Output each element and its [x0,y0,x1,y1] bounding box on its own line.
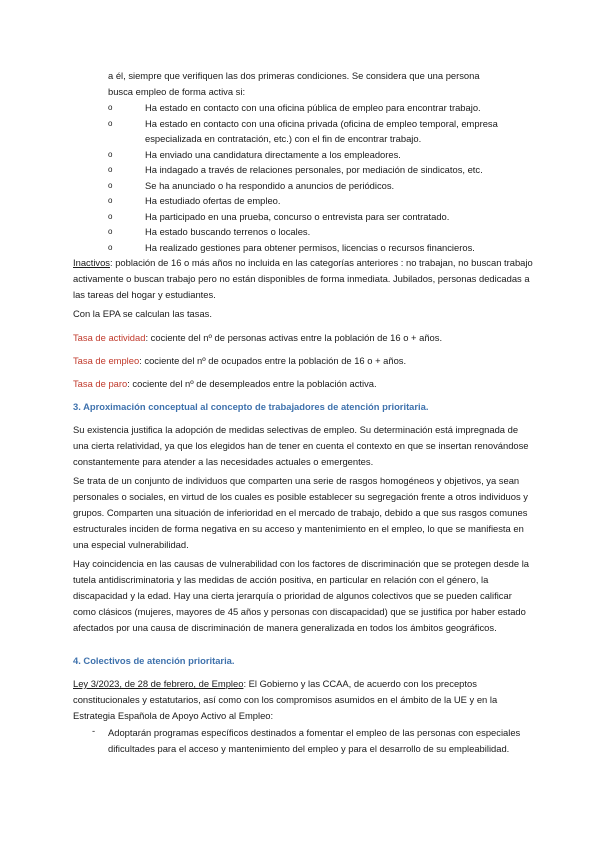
list-item [108,209,528,225]
tasa-actividad [73,330,535,346]
inactivos-text: : población de 16 o más años no incluida en las categorías anteriores : no trabajan, no buscan trabajo activamente o buscan trabajo pero no están disponibles de forma inmediata. Jubilados, personas dedicadas a las tareas del hogar y estudiantes. [73,257,533,300]
tasa-term: Tasa de paro [73,378,128,389]
tasa-text: : cociente del nº de desempleados entre la población activa. [127,378,377,389]
section-3-paragraph-1: Su existencia justifica la adopción de medidas selectivas de empleo. Su determinación está impregnada de una cierta relatividad, ya que los elegidos han de tener en cuenta el contexto en que se insertan renovándose constantemente para atender a las necesidades actuales o emergentes. [73,424,529,467]
intro-line-2: busca empleo de forma activa si: [108,86,246,97]
dash-marker: - [92,725,96,736]
law-text: : El Gobierno y las CCAA, de acuerdo con los preceptos constitucionales y estatutarios, así como con los compromisos asumidos en el ámbito de la UE y en la Estrategia Española de Apoyo Activo al Empleo: [73,678,498,721]
bullet-marker: o [108,149,113,159]
list-item-text: Ha estado en contacto con una oficina privada (oficina de empleo temporal, empresa especializada en contratación, etc.) con el fin de encontrar trabajo. [145,117,498,144]
list-item-text: Ha enviado una candidatura directamente a los empleadores. [145,148,401,160]
list-item [108,178,528,194]
section-4-heading: 4. Colectivos de atención prioritaria. [73,655,235,666]
bullet-marker: o [108,211,113,221]
tasa-text: : cociente del nº de ocupados entre la población de 16 o + años. [139,355,407,366]
list-item-text: Ha estado en contacto con una oficina pública de empleo para encontrar trabajo. [145,102,481,113]
bullet-marker: o [108,242,113,252]
bullet-marker: o [108,180,113,190]
list-item [108,100,528,116]
tasa-term: Tasa de actividad [73,332,146,343]
section-3-heading: 3. Aproximación conceptual al concepto de trabajadores de atención prioritaria. [73,401,429,412]
inactivos-term: Inactivos [73,257,110,268]
list-item-text: Ha estado buscando terrenos o locales. [145,226,311,237]
list-item [108,116,528,147]
tasa-empleo [73,353,535,369]
intro-paragraph [108,68,535,100]
dash-item-text: Adoptarán programas específicos destinados a fomentar el empleo de las personas con especiales dificultades para el acceso y mantenimiento del empleo y para el desarrollo de su empleabilidad. [108,727,521,754]
list-item [108,162,528,178]
bullet-marker: o [108,227,113,236]
list-item-text: Se ha anunciado o ha respondido a anuncios de periódicos. [145,179,395,191]
tasa-term: Tasa de empleo [73,355,140,366]
section-3-paragraph-3: Hay coincidencia en las causas de vulnerabilidad con los factores de discriminación que se protegen desde la tutela antidiscriminatoria y las medidas de acción positiva, en particular en relación con el género, la discapacidad y la edad. Hay una cierta jerarquía o prioridad de algunos colectivos que se pueden calificar como clásicos (mujeres, mayores de 45 años y personas con discapacidad) que se justifica por haber estado afectados por una causa de discriminación de manera generalizada en todos los ámbitos geográficos. [73,558,530,633]
list-item [108,240,528,256]
inactivos-paragraph [73,255,535,303]
list-item [108,193,528,209]
law-paragraph [73,676,535,724]
list-item-text: Ha indagado a través de relaciones personales, por mediación de sindicatos, etc. [145,164,483,175]
tasa-text: : cociente del nº de personas activas entre la población de 16 o + años. [145,332,443,343]
bullet-marker: o [108,103,113,112]
list-item-text: Ha realizado gestiones para obtener permisos, licencias o recursos financieros. [145,241,475,253]
bullet-marker: o [108,118,113,128]
list-item-text: Ha estudiado ofertas de empleo. [145,195,281,206]
list-item [108,147,528,163]
bullet-marker: o [108,196,113,205]
search-methods-list [108,100,528,255]
intro-line-1: a él, siempre que verifiquen las dos primeras condiciones. Se considera que una persona [108,70,480,81]
list-item [108,224,528,240]
tasa-paro [73,376,535,392]
list-item-text: Ha participado en una prueba, concurso o entrevista para ser contratado. [145,210,450,222]
epa-paragraph: Con la EPA se calculan las tasas. [73,308,212,319]
law-reference: Ley 3/2023, de 28 de febrero, de Empleo [73,678,244,689]
bullet-marker: o [108,165,113,174]
section-3-paragraph-2: Se trata de un conjunto de individuos que comparten una serie de rasgos homogéneos y objetivos, ya sean personales o sociales, en virtud de los cuales es posible establecer su segregación frente a otros individuos y grupos. Comparten una situación de inferioridad en el mercado de trabajo, debido a que sus rasgos comunes estructurales inciden de forma negativa en su acceso y mantenimiento en el empleo, lo que se manifiesta en una especial vulnerabilidad. [73,475,528,550]
